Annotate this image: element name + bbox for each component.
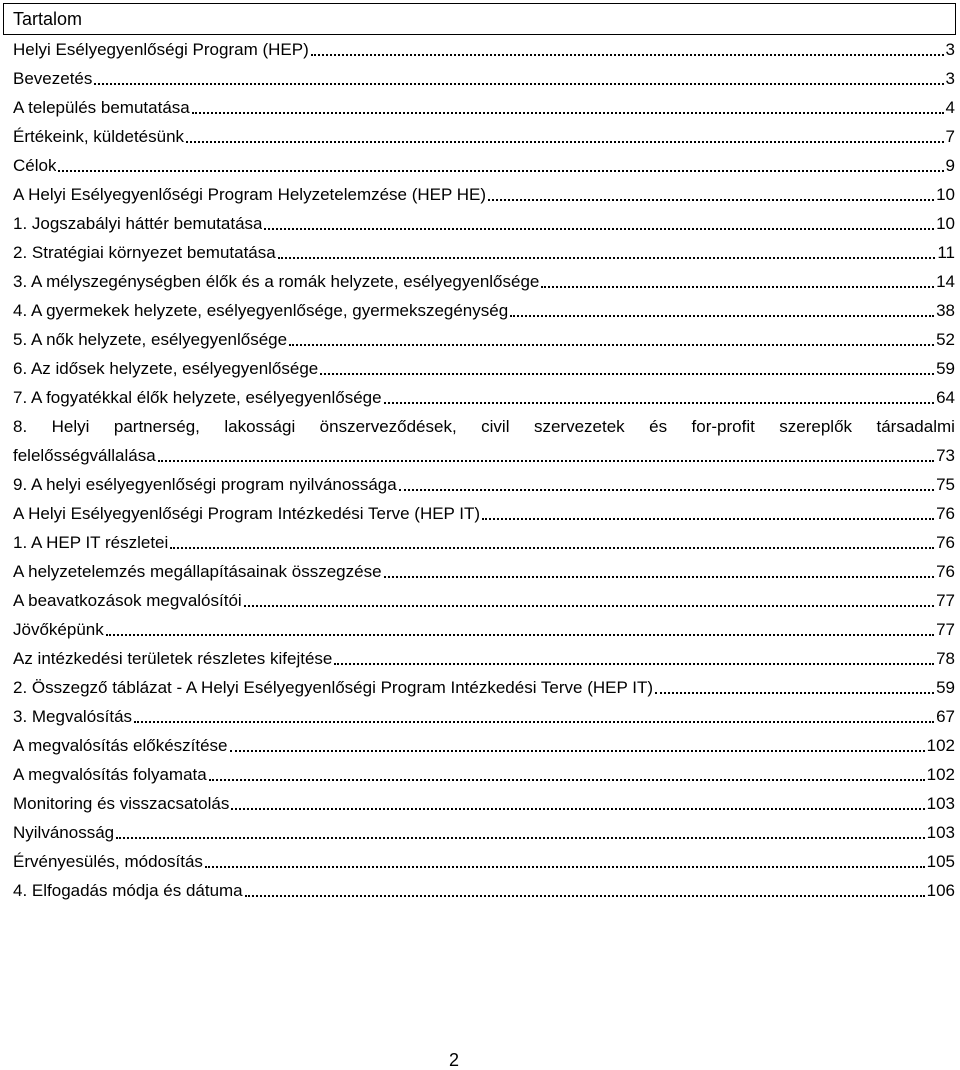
- toc-entry[interactable]: [13, 846, 955, 875]
- toc-entry-page: 7: [945, 127, 955, 146]
- toc-entry-label: 3. A mélyszegénységben élők és a romák helyzete, esélyegyenlősége: [13, 272, 540, 291]
- toc-entry-page: 9: [945, 156, 955, 175]
- dot-leader: [186, 141, 943, 143]
- toc-entry-page: 103: [926, 794, 955, 813]
- page-number: 2: [449, 1050, 460, 1070]
- toc-entry-page: 102: [926, 736, 955, 755]
- dot-leader: [58, 170, 943, 172]
- toc-entry-label: A Helyi Esélyegyenlőségi Program Intézkedési Terve (HEP IT): [13, 504, 481, 523]
- toc-entry-label: 9. A helyi esélyegyenlőségi program nyilvánossága: [13, 475, 397, 494]
- toc-entry-page: 103: [926, 823, 955, 842]
- toc-entry-word: for-profit: [691, 417, 755, 436]
- dot-leader: [278, 257, 936, 259]
- dot-leader: [320, 373, 934, 375]
- toc-entry[interactable]: [13, 121, 955, 150]
- toc-entry-page: 4: [945, 98, 955, 117]
- toc-entry[interactable]: [13, 701, 955, 730]
- toc-entry-page: 52: [936, 330, 955, 349]
- toc-entry-word: szereplők: [779, 417, 853, 436]
- toc-entry-label: 1. Jogszabályi háttér bemutatása: [13, 214, 263, 233]
- dot-leader: [384, 402, 934, 404]
- toc-entry[interactable]: [13, 324, 955, 353]
- toc-entry-word: civil: [481, 417, 510, 436]
- toc-entry[interactable]: [13, 208, 955, 237]
- toc-entry[interactable]: [13, 614, 955, 643]
- toc-entry-label: 3. Megvalósítás: [13, 707, 133, 726]
- toc-entry-word: Helyi: [51, 417, 90, 436]
- toc-entry-page: 10: [936, 214, 955, 233]
- dot-leader: [655, 692, 934, 694]
- dot-leader: [205, 866, 925, 868]
- dot-leader: [334, 663, 934, 665]
- dot-leader: [289, 344, 934, 346]
- toc-entry-label: Nyilvánosság: [13, 823, 115, 842]
- toc-entry-label: A helyzetelemzés megállapításainak összegzése: [13, 562, 382, 581]
- dot-leader: [384, 576, 935, 578]
- toc-entry-page: 76: [936, 533, 955, 552]
- toc-title-box: [3, 3, 956, 35]
- toc-entry-label: Az intézkedési területek részletes kifejtése: [13, 649, 333, 668]
- dot-leader: [134, 721, 934, 723]
- toc-entry-page: 10: [936, 185, 955, 204]
- toc-entry-page: 105: [926, 852, 955, 871]
- toc-entry[interactable]: [13, 469, 955, 498]
- toc-entry[interactable]: [13, 498, 955, 527]
- toc-entry-label: A megvalósítás folyamata: [13, 765, 207, 784]
- toc-entry-page: 3: [945, 69, 955, 88]
- dot-leader: [231, 808, 924, 810]
- dot-leader: [209, 779, 925, 781]
- dot-leader: [106, 634, 934, 636]
- toc-entry[interactable]: [13, 556, 955, 585]
- dot-leader: [482, 518, 934, 520]
- toc-entry-label: 2. Stratégiai környezet bemutatása: [13, 243, 276, 262]
- dot-leader: [399, 489, 934, 491]
- dot-leader: [244, 605, 934, 607]
- toc-entry[interactable]: [13, 788, 955, 817]
- dot-leader: [116, 837, 925, 839]
- toc-entry-page: 106: [926, 881, 955, 900]
- toc-entry[interactable]: [13, 150, 955, 179]
- toc-entry-label: 5. A nők helyzete, esélyegyenlősége: [13, 330, 288, 349]
- toc-entry-label: Monitoring és visszacsatolás: [13, 794, 230, 813]
- dot-leader: [94, 83, 943, 85]
- toc-entry-word: társadalmi: [876, 417, 955, 436]
- dot-leader: [510, 315, 934, 317]
- toc-entry-page: 59: [936, 359, 955, 378]
- toc-entry-label: 2. Összegző táblázat - A Helyi Esélyegyenlőségi Program Intézkedési Terve (HEP IT): [13, 678, 653, 697]
- dot-leader: [170, 547, 934, 549]
- toc-entry-label: Érvényesülés, módosítás: [13, 852, 203, 871]
- toc-entry-page: 3: [945, 40, 955, 59]
- toc-entry[interactable]: [13, 672, 955, 701]
- toc-entry-page: 76: [936, 562, 955, 581]
- toc-entry[interactable]: [13, 353, 955, 382]
- toc-entry-label: A beavatkozások megvalósítói: [13, 591, 242, 610]
- toc-entry-label: A megvalósítás előkészítése: [13, 736, 228, 755]
- toc-entry-label: felelősségvállalása: [13, 446, 156, 465]
- dot-leader: [230, 750, 925, 752]
- toc-entry-page: 59: [936, 678, 955, 697]
- toc-entry-word: önszerveződések,: [319, 417, 457, 436]
- toc-entry-page: 78: [936, 649, 955, 668]
- toc-entry[interactable]: [13, 643, 955, 672]
- dot-leader: [311, 54, 944, 56]
- toc-entry-word: szervezetek: [533, 417, 625, 436]
- toc-entry[interactable]: [13, 382, 955, 411]
- dot-leader: [192, 112, 944, 114]
- toc-entry-label: Célok: [13, 156, 57, 175]
- toc-entry[interactable]: [13, 237, 955, 266]
- toc-entry-label: A település bemutatása: [13, 98, 190, 117]
- toc-entry-label: Jövőképünk: [13, 620, 104, 639]
- toc-entry[interactable]: [13, 92, 955, 121]
- toc-title: Tartalom: [13, 9, 83, 29]
- toc-entry-label: 4. A gyermekek helyzete, esélyegyenlősége, gyermekszegénység: [13, 301, 509, 320]
- toc-entry[interactable]: [13, 759, 955, 788]
- toc-entry[interactable]: [13, 266, 955, 295]
- toc-entry[interactable]: [13, 34, 955, 63]
- dot-leader: [488, 199, 934, 201]
- toc-entry-page: 67: [936, 707, 955, 726]
- toc-entry-page: 102: [926, 765, 955, 784]
- toc-entry-label: 6. Az idősek helyzete, esélyegyenlősége: [13, 359, 319, 378]
- toc-entry[interactable]: [13, 585, 955, 614]
- toc-entry-page: 14: [936, 272, 955, 291]
- toc-entry-label-line2: [13, 440, 955, 469]
- toc-entry-label: Értékeink, küldetésünk: [13, 127, 185, 146]
- toc-entry[interactable]: [13, 875, 955, 904]
- toc-entry-page: 73: [936, 446, 955, 465]
- toc-entry[interactable]: [13, 730, 955, 759]
- toc-entry-page: 64: [936, 388, 955, 407]
- toc-entry-word: lakossági: [224, 417, 296, 436]
- toc-entry[interactable]: [13, 817, 955, 846]
- toc-entry-label-line1: [13, 411, 955, 440]
- toc-entry-page: 77: [936, 591, 955, 610]
- toc-list: [13, 34, 955, 904]
- toc-entry[interactable]: [13, 411, 955, 469]
- toc-entry-word: és: [649, 417, 668, 436]
- toc-entry-label: Helyi Esélyegyenlőségi Program (HEP): [13, 40, 309, 59]
- toc-entry-label: 4. Elfogadás módja és dátuma: [13, 881, 243, 900]
- dot-leader: [541, 286, 934, 288]
- toc-entry[interactable]: [13, 179, 955, 208]
- toc-entry-label: 7. A fogyatékkal élők helyzete, esélyegyenlősége: [13, 388, 382, 407]
- toc-entry-label: Bevezetés: [13, 69, 93, 88]
- toc-entry-page: 75: [936, 475, 955, 494]
- toc-entry-word: 8.: [13, 417, 28, 436]
- dot-leader: [158, 460, 934, 462]
- toc-entry-page: 38: [936, 301, 955, 320]
- toc-entry-label: A Helyi Esélyegyenlőségi Program Helyzetelemzése (HEP HE): [13, 185, 487, 204]
- toc-entry[interactable]: [13, 63, 955, 92]
- toc-entry-word: partnerség,: [113, 417, 200, 436]
- toc-entry-page: 76: [936, 504, 955, 523]
- toc-entry-page: 77: [936, 620, 955, 639]
- dot-leader: [264, 228, 934, 230]
- toc-entry-page: 11: [937, 243, 955, 262]
- toc-entry[interactable]: [13, 527, 955, 556]
- toc-entry[interactable]: [13, 295, 955, 324]
- dot-leader: [245, 895, 925, 897]
- toc-entry-label: 1. A HEP IT részletei: [13, 533, 169, 552]
